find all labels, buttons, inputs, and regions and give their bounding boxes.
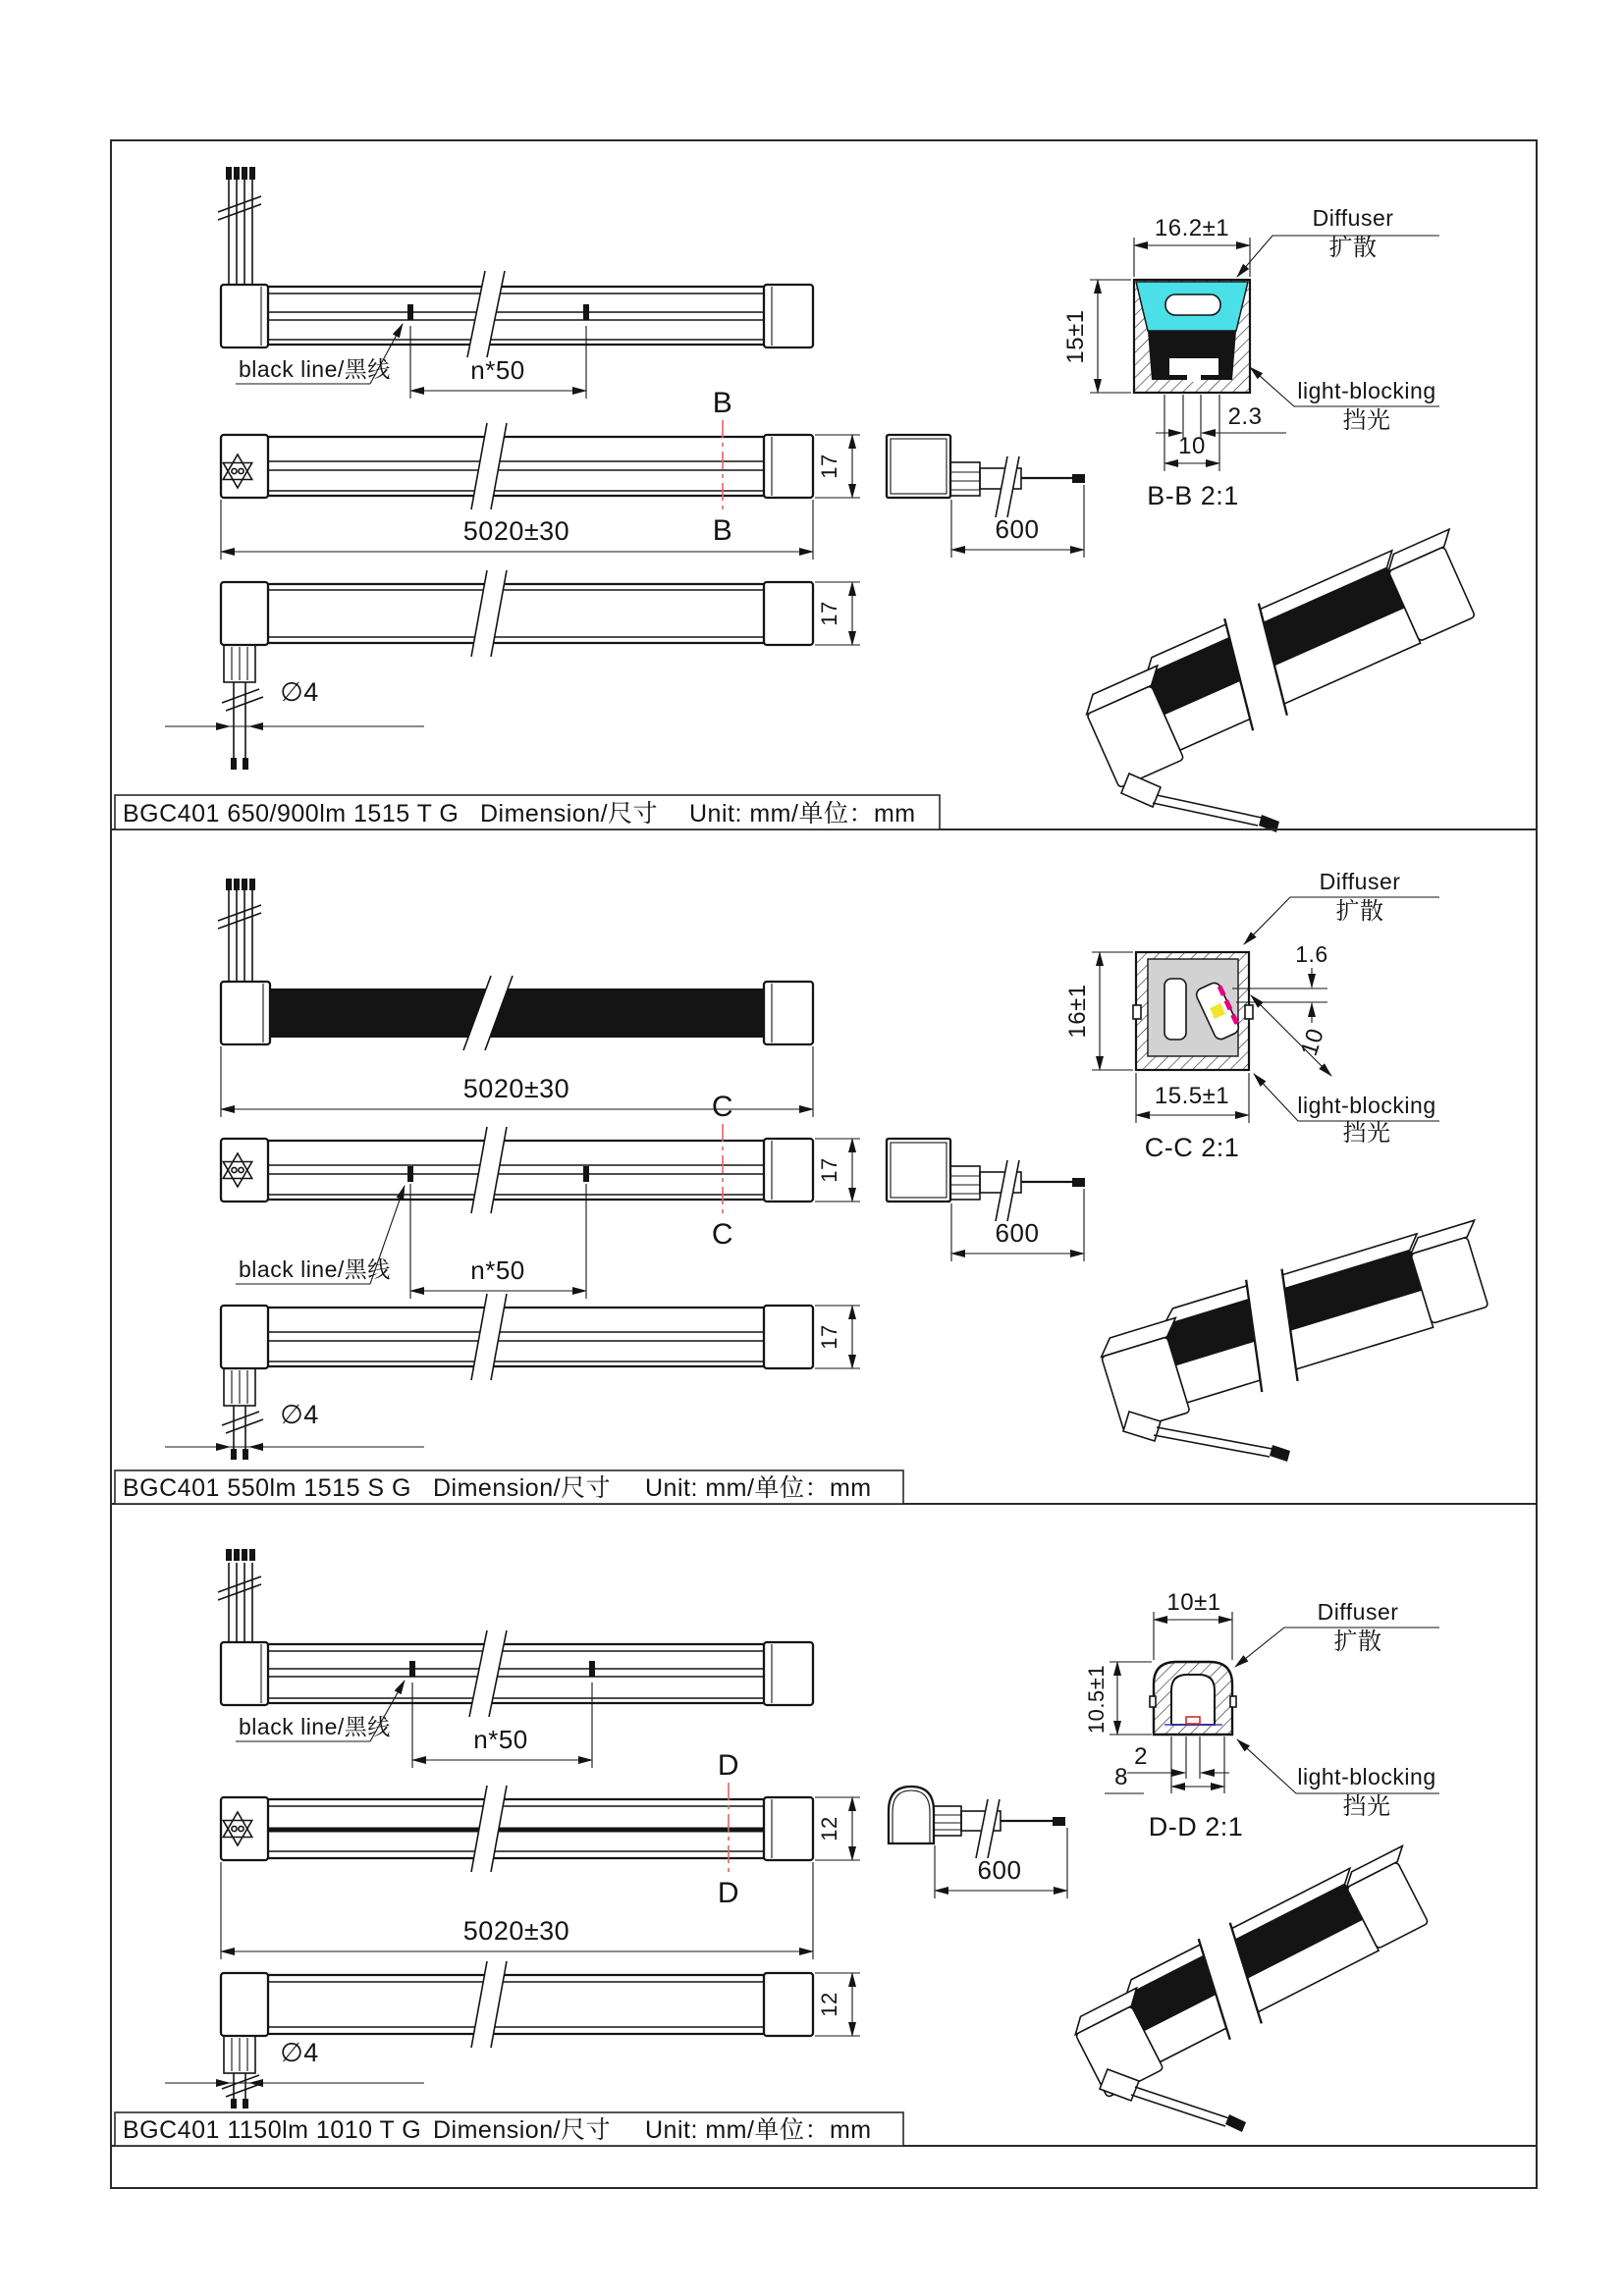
- width-dimension: [1154, 1589, 1232, 1660]
- panel-title: BGC401 650/900lm 1515 T G: [123, 800, 460, 828]
- lead-dia-label: ∅4: [280, 677, 319, 707]
- end-cap: [221, 1973, 268, 2036]
- end-cap: [221, 582, 268, 645]
- wire-connector: [934, 1806, 961, 1836]
- black-strip-face: [270, 988, 764, 1038]
- section-width-label: 16.2±1: [1154, 215, 1230, 241]
- end-cap-face: [887, 435, 950, 498]
- wire-connector: [950, 462, 980, 496]
- unit-label: Unit: mm/单位：mm: [645, 1474, 872, 1502]
- emit-width-label: 10: [1295, 1025, 1329, 1060]
- section-letter-top: D: [717, 1749, 740, 1782]
- height-dimension: [815, 1139, 860, 1201]
- wire-tips: [226, 879, 255, 890]
- end-cap: [764, 582, 813, 645]
- black-line-label: black line/黑线: [239, 356, 391, 382]
- light-blocking-label-zh: 挡光: [1342, 407, 1391, 434]
- side-notch: [1150, 1696, 1156, 1707]
- width-dimension: [1134, 215, 1250, 277]
- strip-body: [268, 584, 764, 643]
- diffuser-label-en: Diffuser: [1317, 1599, 1399, 1625]
- height-dimension: [815, 1797, 860, 1860]
- star-icon: [223, 1153, 251, 1187]
- light-blocking-label-zh: 挡光: [1342, 1793, 1391, 1820]
- emit-width-dimension: [1251, 995, 1331, 1076]
- wire-tip: [243, 758, 248, 770]
- pitch-dimension: [412, 1682, 592, 1768]
- lead-wires-up: [218, 179, 261, 285]
- diffuser-callout: [1235, 1599, 1439, 1667]
- lead-length-label: 600: [977, 1855, 1022, 1885]
- p3-side-view-top: [218, 1549, 813, 1768]
- dimension-label: Dimension/尺寸: [433, 1474, 612, 1502]
- light-blocking-label-en: light-blocking: [1297, 1093, 1436, 1118]
- height-dimension: [815, 1306, 860, 1368]
- section-name: D-D 2:1: [1148, 1812, 1244, 1842]
- inner-width-label: 10: [1178, 433, 1206, 459]
- section-name: C-C 2:1: [1144, 1133, 1240, 1162]
- black-line-mark: [409, 1661, 415, 1677]
- height-dimension: [815, 1973, 860, 2036]
- panel-1: [111, 167, 1537, 832]
- lead-wires-down: [222, 1406, 263, 1449]
- height-dimension: [1062, 280, 1131, 393]
- light-blocking-callout: [1250, 367, 1439, 434]
- height-dimension: [1064, 952, 1133, 1070]
- section-letter-bottom: C: [711, 1218, 734, 1251]
- black-line-mark: [583, 1166, 589, 1182]
- strip-body: [268, 287, 764, 345]
- height-label: 17: [817, 601, 841, 626]
- lead-dia-dimension: [165, 1400, 424, 1447]
- wire-tip: [1053, 1817, 1065, 1826]
- wall-label: 2.3: [1227, 403, 1263, 430]
- wire-tip: [231, 1449, 237, 1460]
- black-line-mark: [407, 304, 413, 320]
- black-line-mark: [589, 1661, 595, 1677]
- height-label: 17: [817, 1324, 841, 1350]
- p1-cross-section: [1062, 205, 1439, 510]
- p3-isometric-view: [1062, 1838, 1445, 2132]
- panel-title: BGC401 550lm 1515 S G: [123, 1474, 411, 1502]
- unit-label: Unit: mm/单位：mm: [645, 2116, 872, 2144]
- wire-tips: [226, 1549, 255, 1561]
- end-cap-face: [887, 1139, 950, 1201]
- end-cap: [221, 1306, 268, 1368]
- black-line-mark: [583, 304, 589, 320]
- section-height-label: 16±1: [1064, 984, 1091, 1039]
- wire-tip: [243, 2099, 248, 2109]
- length-label: 5020±30: [462, 516, 570, 546]
- light-blocking-label-zh: 挡光: [1342, 1120, 1391, 1147]
- end-cap: [764, 1973, 813, 2036]
- light-blocking-callout: [1254, 1074, 1439, 1147]
- light-blocking-label-en: light-blocking: [1297, 1764, 1436, 1789]
- panel-3: [111, 1549, 1537, 2146]
- section-height-label: 15±1: [1062, 309, 1089, 364]
- end-cap-face: [889, 1787, 934, 1843]
- dimension-label: Dimension/尺寸: [433, 2116, 612, 2144]
- lead-length-label: 600: [995, 1218, 1040, 1248]
- wire-tip: [243, 1449, 248, 1460]
- section-letter-bottom: B: [712, 514, 733, 547]
- lead-length-dimension: [935, 1828, 1067, 1898]
- p3-end-view: [889, 1787, 1067, 1898]
- lens-gap-label: 1.6: [1295, 941, 1328, 967]
- p1-isometric-view: [1074, 520, 1491, 832]
- panel-2-title-bar: [111, 1470, 1537, 1504]
- led-width-dimension: [1127, 1736, 1229, 1779]
- black-line-label: black line/黑线: [239, 1256, 391, 1282]
- p3-front-view: [221, 1749, 860, 1959]
- side-notch: [1133, 1005, 1141, 1019]
- diffuser-callout: [1244, 869, 1439, 944]
- lead-dia-label: ∅4: [280, 2038, 319, 2067]
- wire-tip: [1072, 1178, 1085, 1187]
- strip-body: [268, 437, 764, 496]
- wire-connector: [950, 1166, 980, 1200]
- strip-body: [268, 1975, 764, 2034]
- wire-tip: [231, 758, 237, 770]
- lead-wires-up: [218, 890, 261, 982]
- inner-width-label: 8: [1114, 1764, 1128, 1790]
- diffuser-slot: [1165, 294, 1220, 315]
- section-width-label: 10±1: [1166, 1589, 1221, 1616]
- p2-side-view-bottom: [165, 1294, 860, 1460]
- diffuser-label-en: Diffuser: [1319, 869, 1401, 894]
- p2-top-view: [218, 879, 813, 1117]
- black-line-label: black line/黑线: [239, 1714, 391, 1739]
- star-icon: [223, 1812, 251, 1845]
- width-dimension: [1136, 1073, 1249, 1123]
- p1-side-view-bottom: [165, 570, 860, 770]
- p3-cross-section: [1084, 1589, 1439, 1842]
- length-label: 5020±30: [462, 1074, 570, 1103]
- panel-title: BGC401 1150lm 1010 T G: [123, 2116, 422, 2144]
- dimension-label: Dimension/尺寸: [480, 800, 659, 828]
- diffuser-label-zh: 扩散: [1328, 235, 1378, 261]
- height-label: 17: [817, 1157, 841, 1183]
- pitch-label: n*50: [473, 1725, 528, 1754]
- lead-dia-dimension: [165, 677, 424, 726]
- strip-body: [268, 1799, 764, 1858]
- strip-body: [268, 1308, 764, 1366]
- p2-end-view: [887, 1139, 1085, 1261]
- pitch-label: n*50: [470, 355, 525, 385]
- pitch-dimension: [410, 1184, 586, 1299]
- wire-tip: [1072, 474, 1085, 483]
- panel-1-title-bar: [111, 795, 1537, 829]
- section-letter-top: B: [712, 387, 733, 419]
- led-board: [1169, 358, 1218, 375]
- side-notch: [1230, 1696, 1236, 1707]
- diffuser-label-zh: 扩散: [1333, 1629, 1382, 1655]
- section-name: B-B 2:1: [1147, 481, 1239, 510]
- diffuser-callout: [1237, 205, 1439, 277]
- diffuser-label-zh: 扩散: [1335, 898, 1384, 925]
- wire-tip: [1270, 1445, 1290, 1462]
- wire-connector-3d: [1121, 774, 1161, 807]
- light-blocking-callout: [1237, 1739, 1439, 1820]
- diffuser-slot: [1164, 979, 1186, 1040]
- strip-body: [268, 1141, 764, 1200]
- height-dimension: [1084, 1662, 1152, 1735]
- lead-length-label: 600: [995, 514, 1040, 544]
- inner-width-dimension: [1105, 1736, 1224, 1793]
- panel-2: [111, 869, 1537, 1504]
- light-blocking-label-en: light-blocking: [1297, 378, 1436, 403]
- led-width-label: 2: [1134, 1743, 1148, 1770]
- wire-tip: [231, 2099, 237, 2109]
- p2-front-view: [221, 1091, 860, 1299]
- p3-side-view-bottom: [165, 1961, 860, 2109]
- led-chip: [1186, 1717, 1200, 1724]
- p2-cross-section: [1064, 869, 1439, 1162]
- section-height-label: 10.5±1: [1084, 1664, 1109, 1735]
- wire-tips: [226, 167, 255, 180]
- wall-dimension: [1156, 395, 1286, 440]
- p1-side-view-top: [218, 167, 813, 399]
- black-line-mark: [407, 1166, 413, 1182]
- pitch-dimension: [410, 326, 586, 399]
- section-letter-top: C: [711, 1091, 734, 1123]
- lead-wires-up: [218, 1563, 261, 1642]
- wire-tip: [1225, 2114, 1246, 2132]
- length-label: 5020±30: [462, 1916, 570, 1946]
- strip-body: [268, 1644, 764, 1703]
- height-label: 12: [817, 1992, 841, 2017]
- lead-wires-down: [222, 682, 263, 758]
- p1-front-view: [221, 387, 860, 560]
- unit-label: Unit: mm/单位：mm: [689, 800, 916, 828]
- end-cap: [764, 1306, 813, 1368]
- height-label: 17: [817, 454, 841, 479]
- height-dimension: [815, 435, 860, 498]
- diffuser-label-en: Diffuser: [1312, 205, 1394, 231]
- p2-isometric-view: [1092, 1211, 1504, 1462]
- section-width-label: 15.5±1: [1154, 1083, 1230, 1109]
- p1-end-view: [887, 435, 1085, 558]
- height-label: 12: [817, 1816, 841, 1842]
- panel-3-title-bar: [111, 2112, 1537, 2146]
- height-dimension: [815, 582, 860, 645]
- star-icon: [223, 454, 251, 488]
- section-letter-bottom: D: [717, 1877, 740, 1909]
- side-notch: [1245, 1005, 1253, 1019]
- led-chip: [1187, 374, 1201, 382]
- lead-dia-label: ∅4: [280, 1400, 319, 1429]
- lead-dia-dimension: [165, 2038, 424, 2083]
- pitch-label: n*50: [470, 1255, 525, 1285]
